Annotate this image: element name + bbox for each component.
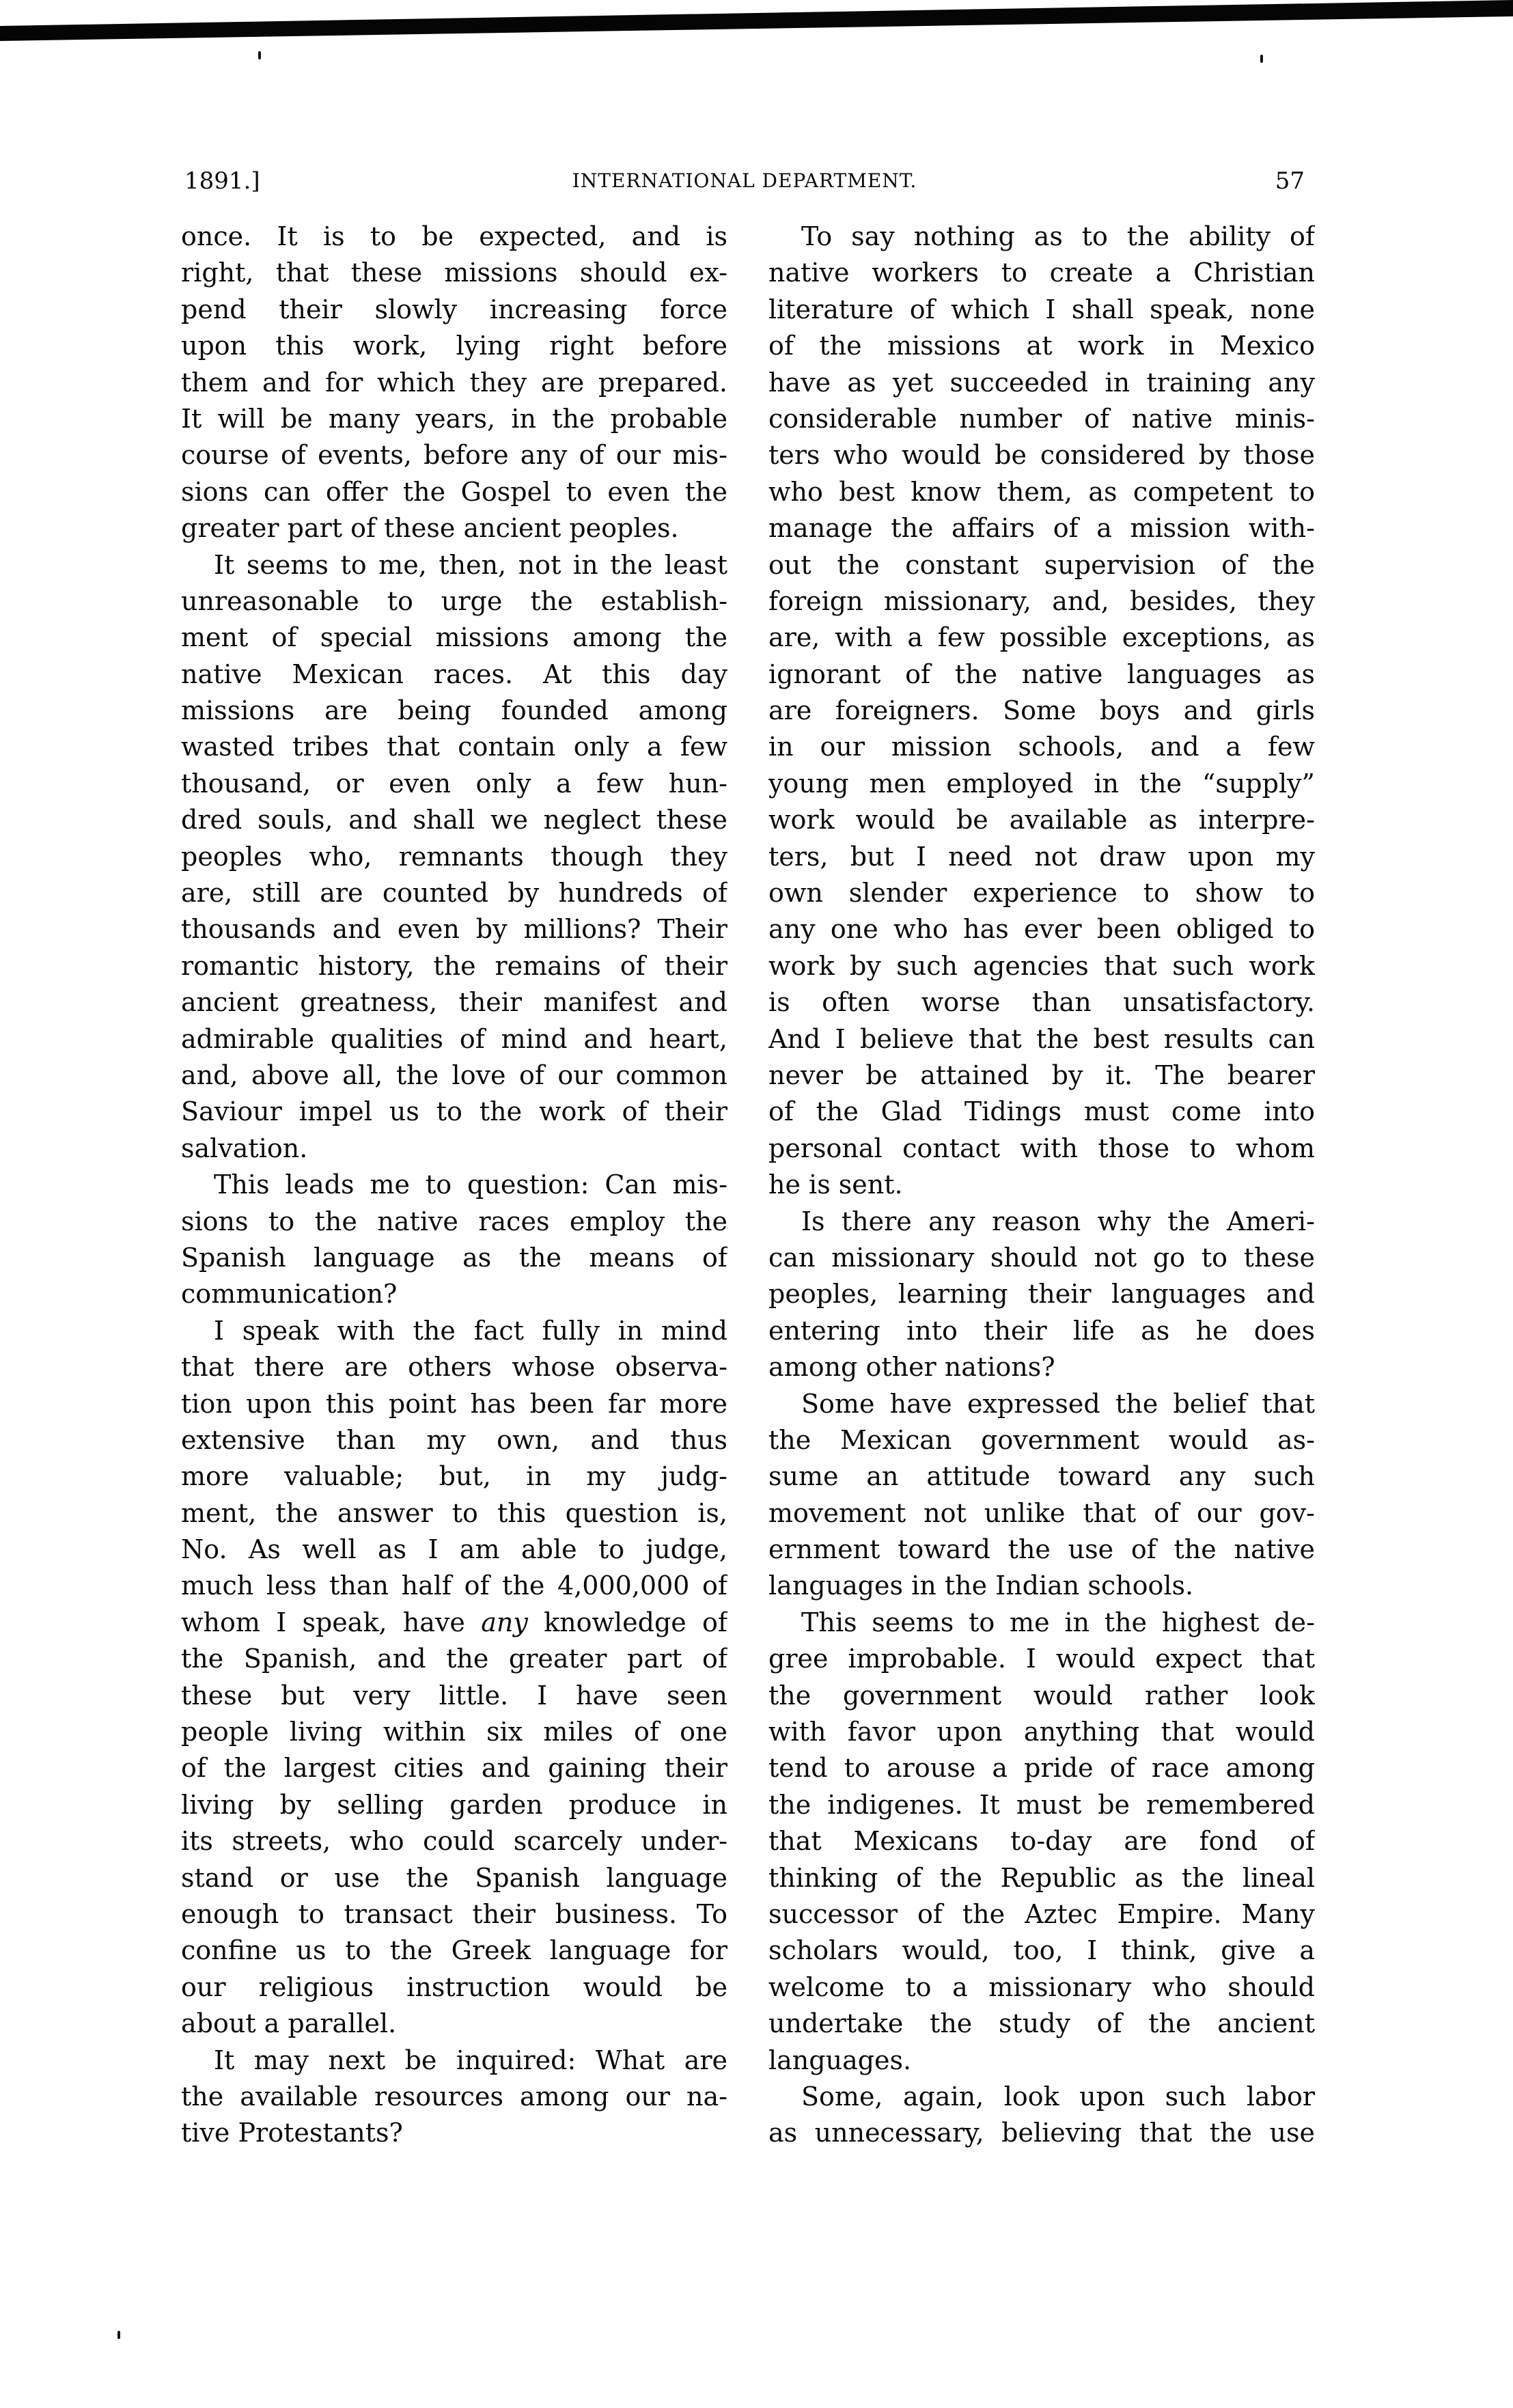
text-line: It will be many years, in the probable — [181, 403, 727, 434]
text-line: tive Protestants? — [181, 2118, 403, 2148]
text-line: extensive than my own, and thus — [181, 1424, 727, 1455]
text-line: Some, again, look upon such labor — [801, 2081, 1315, 2112]
text-line: scholars would, too, I think, give a — [768, 1935, 1315, 1966]
text-line: the Spanish, and the greater part of — [181, 1644, 727, 1674]
text-line: Is there any reason why the Ameri- — [801, 1206, 1315, 1236]
text-line: ancient greatness, their manifest and — [181, 987, 727, 1018]
text-line: stand or use the Spanish language — [181, 1862, 727, 1893]
text-line: I speak with the fact fully in mind — [214, 1315, 727, 1346]
text-line: the Mexican government would as- — [768, 1424, 1315, 1455]
text-line: thousand, or even only a few hun- — [181, 768, 727, 799]
text-line: Saviour impel us to the work of their — [181, 1096, 727, 1127]
text-line: It seems to me, then, not in the least — [214, 549, 727, 580]
text-line: ters who would be considered by those — [768, 440, 1315, 471]
text-line: of the largest cities and gaining their — [181, 1753, 727, 1784]
text-line: languages in the Indian schools. — [768, 1570, 1194, 1601]
text-line: upon this work, lying right before — [181, 331, 727, 361]
text-line: confine us to the Greek language for — [181, 1935, 727, 1966]
text-line: and, above all, the love of our common — [181, 1060, 727, 1090]
left-column — [181, 219, 727, 2152]
text-line: foreign missionary, and, besides, they — [768, 585, 1315, 616]
text-line: salvation. — [181, 1133, 308, 1163]
text-line: considerable number of native minis- — [768, 403, 1315, 434]
text-line: manage the affairs of a mission with- — [768, 513, 1315, 544]
text-line: whom I speak, have any knowledge of — [181, 1607, 727, 1637]
text-line: ters, but I need not draw upon my — [768, 841, 1315, 872]
text-line: as unnecessary, believing that the use — [768, 2118, 1315, 2148]
text-line: wasted tribes that contain only a few — [181, 732, 727, 762]
page-number: 57 — [1275, 167, 1305, 195]
text-line: languages. — [768, 2045, 912, 2075]
text-line: never be attained by it. The bearer — [768, 1060, 1315, 1090]
text-line: that Mexicans to-day are fond of — [768, 1826, 1315, 1857]
text-line: This seems to me in the highest de- — [801, 1607, 1315, 1637]
text-line: is often worse than unsatisfactory. — [768, 987, 1315, 1018]
text-line: literature of which I shall speak, none — [768, 294, 1315, 324]
text-line: work would be available as interpre- — [768, 805, 1315, 835]
scan-speck — [1260, 55, 1263, 63]
text-line: welcome to a missionary who should — [768, 1971, 1315, 2002]
text-line: any one who has ever been obliged to — [768, 914, 1315, 945]
text-line: romantic history, the remains of their — [181, 950, 727, 981]
text-line: the indigenes. It must be remembered — [768, 1789, 1315, 1820]
text-line: thinking of the Republic as the lineal — [768, 1862, 1315, 1893]
running-head — [184, 164, 1305, 198]
text-line: its streets, who could scarcely under- — [181, 1826, 727, 1857]
text-line: course of events, before any of our mis- — [181, 440, 727, 471]
text-line: gree improbable. I would expect that — [768, 1644, 1315, 1674]
text-line: are foreigners. Some boys and girls — [768, 695, 1315, 726]
text-line: are, with a few possible exceptions, as — [768, 622, 1315, 653]
text-line: the available resources among our na- — [181, 2081, 727, 2112]
text-line: entering into their life as he does — [768, 1315, 1315, 1346]
text-line: he is sent. — [768, 1170, 903, 1200]
text-line: work by such agencies that such work — [768, 950, 1315, 981]
text-line: greater part of these ancient peoples. — [181, 513, 679, 544]
text-line: young men employed in the “supply” — [768, 768, 1315, 799]
text-line: are, still are counted by hundreds of — [181, 878, 727, 909]
text-line: who best know them, as competent to — [768, 476, 1315, 507]
text-line: much less than half of the 4,000,000 of — [181, 1570, 727, 1601]
text-line: missions are being founded among — [181, 695, 727, 726]
text-line: tion upon this point has been far more — [181, 1388, 727, 1419]
text-line: among other nations? — [768, 1352, 1055, 1383]
text-line: dred souls, and shall we neglect these — [181, 805, 727, 835]
text-line: It may next be inquired: What are — [214, 2045, 727, 2075]
text-line: ment, the answer to this question is, — [181, 1497, 727, 1528]
text-line: sume an attitude toward any such — [768, 1461, 1315, 1492]
text-line: them and for which they are prepared. — [181, 367, 727, 398]
text-line: more valuable; but, in my judg- — [181, 1461, 727, 1492]
text-line: once. It is to be expected, and is — [181, 221, 727, 251]
scan-speck — [117, 2331, 120, 2339]
text-line: the government would rather look — [768, 1680, 1315, 1711]
text-line: No. As well as I am able to judge, — [181, 1534, 727, 1565]
text-line: undertake the study of the ancient — [768, 2008, 1315, 2039]
text-line: ernment toward the use of the native — [768, 1534, 1315, 1565]
text-line: enough to transact their business. To — [181, 1898, 727, 1929]
text-line: thousands and even by millions? Their — [181, 914, 727, 945]
text-line: in our mission schools, and a few — [768, 732, 1315, 762]
text-line: people living within six miles of one — [181, 1717, 727, 1747]
text-line: To say nothing as to the ability of — [801, 221, 1315, 251]
text-line: This leads me to question: Can mis- — [214, 1170, 727, 1200]
text-line: personal contact with those to whom — [768, 1133, 1315, 1163]
running-head-year: 1891.] — [184, 167, 260, 195]
text-line: have as yet succeeded in training any — [768, 367, 1315, 398]
text-line: out the constant supervision of the — [768, 549, 1315, 580]
text-line: native Mexican races. At this day — [181, 659, 727, 689]
text-line: native workers to create a Christian — [768, 258, 1315, 288]
text-line: about a parallel. — [181, 2008, 397, 2039]
text-line: successor of the Aztec Empire. Many — [768, 1898, 1315, 1929]
text-line: unreasonable to urge the establish- — [181, 585, 727, 616]
right-column — [768, 219, 1315, 2152]
running-head-title: INTERNATIONAL DEPARTMENT. — [572, 169, 917, 192]
text-line: can missionary should not go to these — [768, 1242, 1315, 1273]
emphasis: any — [481, 1607, 528, 1637]
text-line: that there are others whose observa- — [181, 1352, 727, 1383]
text-line: sions to the native races employ the — [181, 1206, 727, 1236]
text-line: peoples, learning their languages and — [768, 1279, 1315, 1310]
text-line: Spanish language as the means of — [181, 1242, 727, 1273]
text-line: sions can offer the Gospel to even the — [181, 476, 727, 507]
text-line: living by selling garden produce in — [181, 1789, 727, 1820]
text-line: tend to arouse a pride of race among — [768, 1753, 1315, 1784]
text-line: Some have expressed the belief that — [801, 1388, 1315, 1419]
text-line: pend their slowly increasing force — [181, 294, 727, 324]
text-line: own slender experience to show to — [768, 878, 1315, 909]
text-line: with favor upon anything that would — [768, 1717, 1315, 1747]
text-line: communication? — [181, 1279, 398, 1310]
text-line: of the missions at work in Mexico — [768, 331, 1315, 361]
text-line: peoples who, remnants though they — [181, 841, 727, 872]
text-line: these but very little. I have seen — [181, 1680, 727, 1711]
text-line: of the Glad Tidings must come into — [768, 1096, 1315, 1127]
text-line: right, that these missions should ex- — [181, 258, 727, 288]
text-line: our religious instruction would be — [181, 1971, 727, 2002]
text-line: admirable qualities of mind and heart, — [181, 1023, 727, 1054]
text-line: movement not unlike that of our gov- — [768, 1497, 1315, 1528]
scan-speck — [258, 51, 261, 59]
text-line: ment of special missions among the — [181, 622, 727, 653]
text-line: ignorant of the native languages as — [768, 659, 1315, 689]
text-line: And I believe that the best results can — [768, 1023, 1315, 1054]
scan-edge-shadow — [0, 0, 1513, 41]
